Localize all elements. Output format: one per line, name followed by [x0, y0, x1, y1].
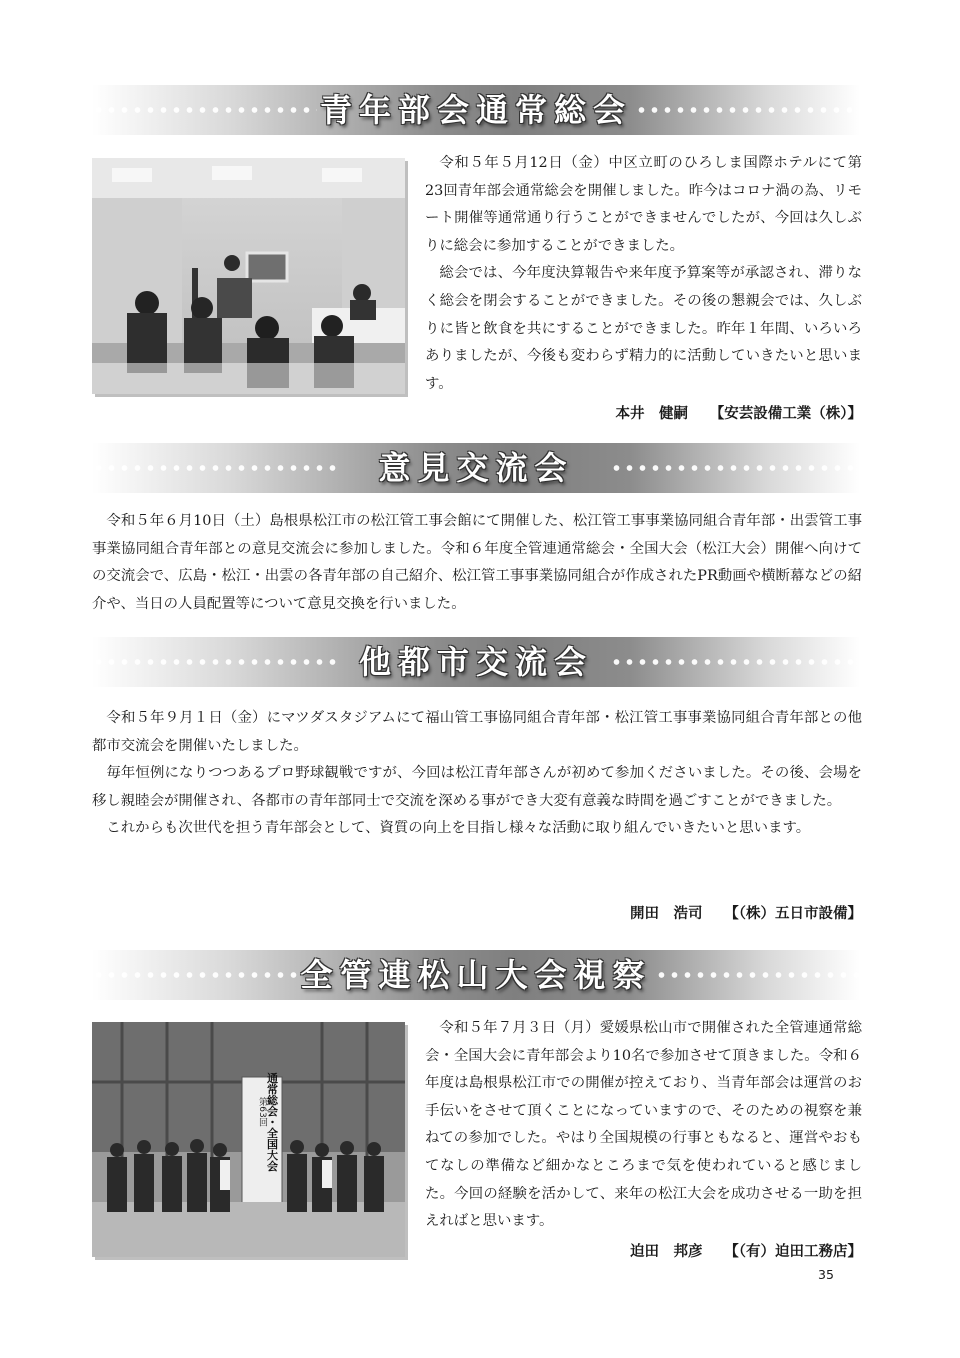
group-photo: [92, 1022, 405, 1257]
paragraph: 総会では、今年度決算報告や来年度予算案等が承認され、滞りなく総会を閉会することができました。その後の懇親会では、久しぶりに皆と飲食を共にすることができました。昨年１年間、いろいろありましたが、今後も変わらず精力的に活動していきたいと思います。: [425, 265, 862, 392]
paragraph: 令和５年６月10日（土）島根県松江市の松江管工事会館にて開催した、松江管工事事業協同組合青年部・出雲管工事事業協同組合青年部との意見交流会に参加しました。令和６年度全管連通常総会・全国大会（松江大会）開催へ向けての交流会で、広島・松江・出雲の各青年部の自己紹介、松江管工事事業協同組合が作成されたPR動画や横断幕などの紹介や、当日の人員配置等について意見交換を行いました。: [92, 513, 862, 612]
section-title: 全管連松山大会視察: [300, 956, 652, 994]
meeting-room-photo: [92, 158, 405, 394]
page-number: 35: [818, 1267, 834, 1282]
signature: 本井 健嗣 【安芸設備工業（株）】: [615, 406, 862, 422]
section-banner-general-meeting: [92, 85, 860, 135]
photo-sign-text-line2: 通常総会・全国大会: [265, 1072, 279, 1172]
photo-sign-text-line1: 第63回: [257, 1097, 267, 1127]
general-meeting-text: [425, 150, 862, 398]
group-photo-illustration: [92, 1022, 405, 1257]
section-banner-matsuyama-inspection: [92, 950, 860, 1000]
section-title: 他都市交流会: [358, 643, 593, 681]
paragraph: 令和５年７月３日（月）愛媛県松山市で開催された全管連通常総会・全国大会に青年部会より10名で参加させて頂きました。令和６年度は島根県松江市での開催が控えており、当青年部会は運営のお手伝いをさせて頂くことになっていますので、そのための視察を兼ねての参加でした。やはり全国規模の行事ともなると、運営やおもてなしの準備など細かなところまで気を使われていると感じました。今回の経験を活かして、来年の松江大会を成功させる一助を担えればと思います。: [425, 1020, 862, 1230]
paragraph: 令和５年５月12日（金）中区立町のひろしま国際ホテルにて第23回青年部会通常総会を開催しました。昨今はコロナ渦の為、リモート開催等通常通り行うことができませんでしたが、今回は久しぶりに総会に参加することができました。: [425, 155, 862, 254]
city-exchange-text: [92, 705, 862, 843]
section-banner-opinion-exchange: [92, 443, 860, 493]
section-title: 青年部会通常総会: [319, 91, 632, 129]
section-title: 意見交流会: [378, 449, 574, 487]
matsuyama-inspection-text: [425, 1015, 862, 1236]
meeting-photo-illustration: [92, 158, 405, 394]
signature: 開田 浩司 【（株）五日市設備】: [630, 906, 862, 922]
paragraph: 令和５年９月１日（金）にマツダスタジアムにて福山管工事協同組合青年部・松江管工事事業協同組合青年部との他都市交流会を開催いたしました。: [92, 710, 862, 754]
section-banner-city-exchange: [92, 637, 860, 687]
opinion-exchange-text: [92, 508, 862, 618]
paragraph: 毎年恒例になりつつあるプロ野球観戦ですが、今回は松江青年部さんが初めて参加くださいました。その後、会場を移し親睦会が開催され、各都市の青年部同士で交流を深める事ができ大変有意義な時間を過ごすことができました。: [92, 765, 862, 809]
signature: 迫田 邦彦 【（有）迫田工務店】: [630, 1244, 862, 1260]
paragraph: これからも次世代を担う青年部会として、資質の向上を目指し様々な活動に取り組んでいきたいと思います。: [106, 820, 811, 837]
